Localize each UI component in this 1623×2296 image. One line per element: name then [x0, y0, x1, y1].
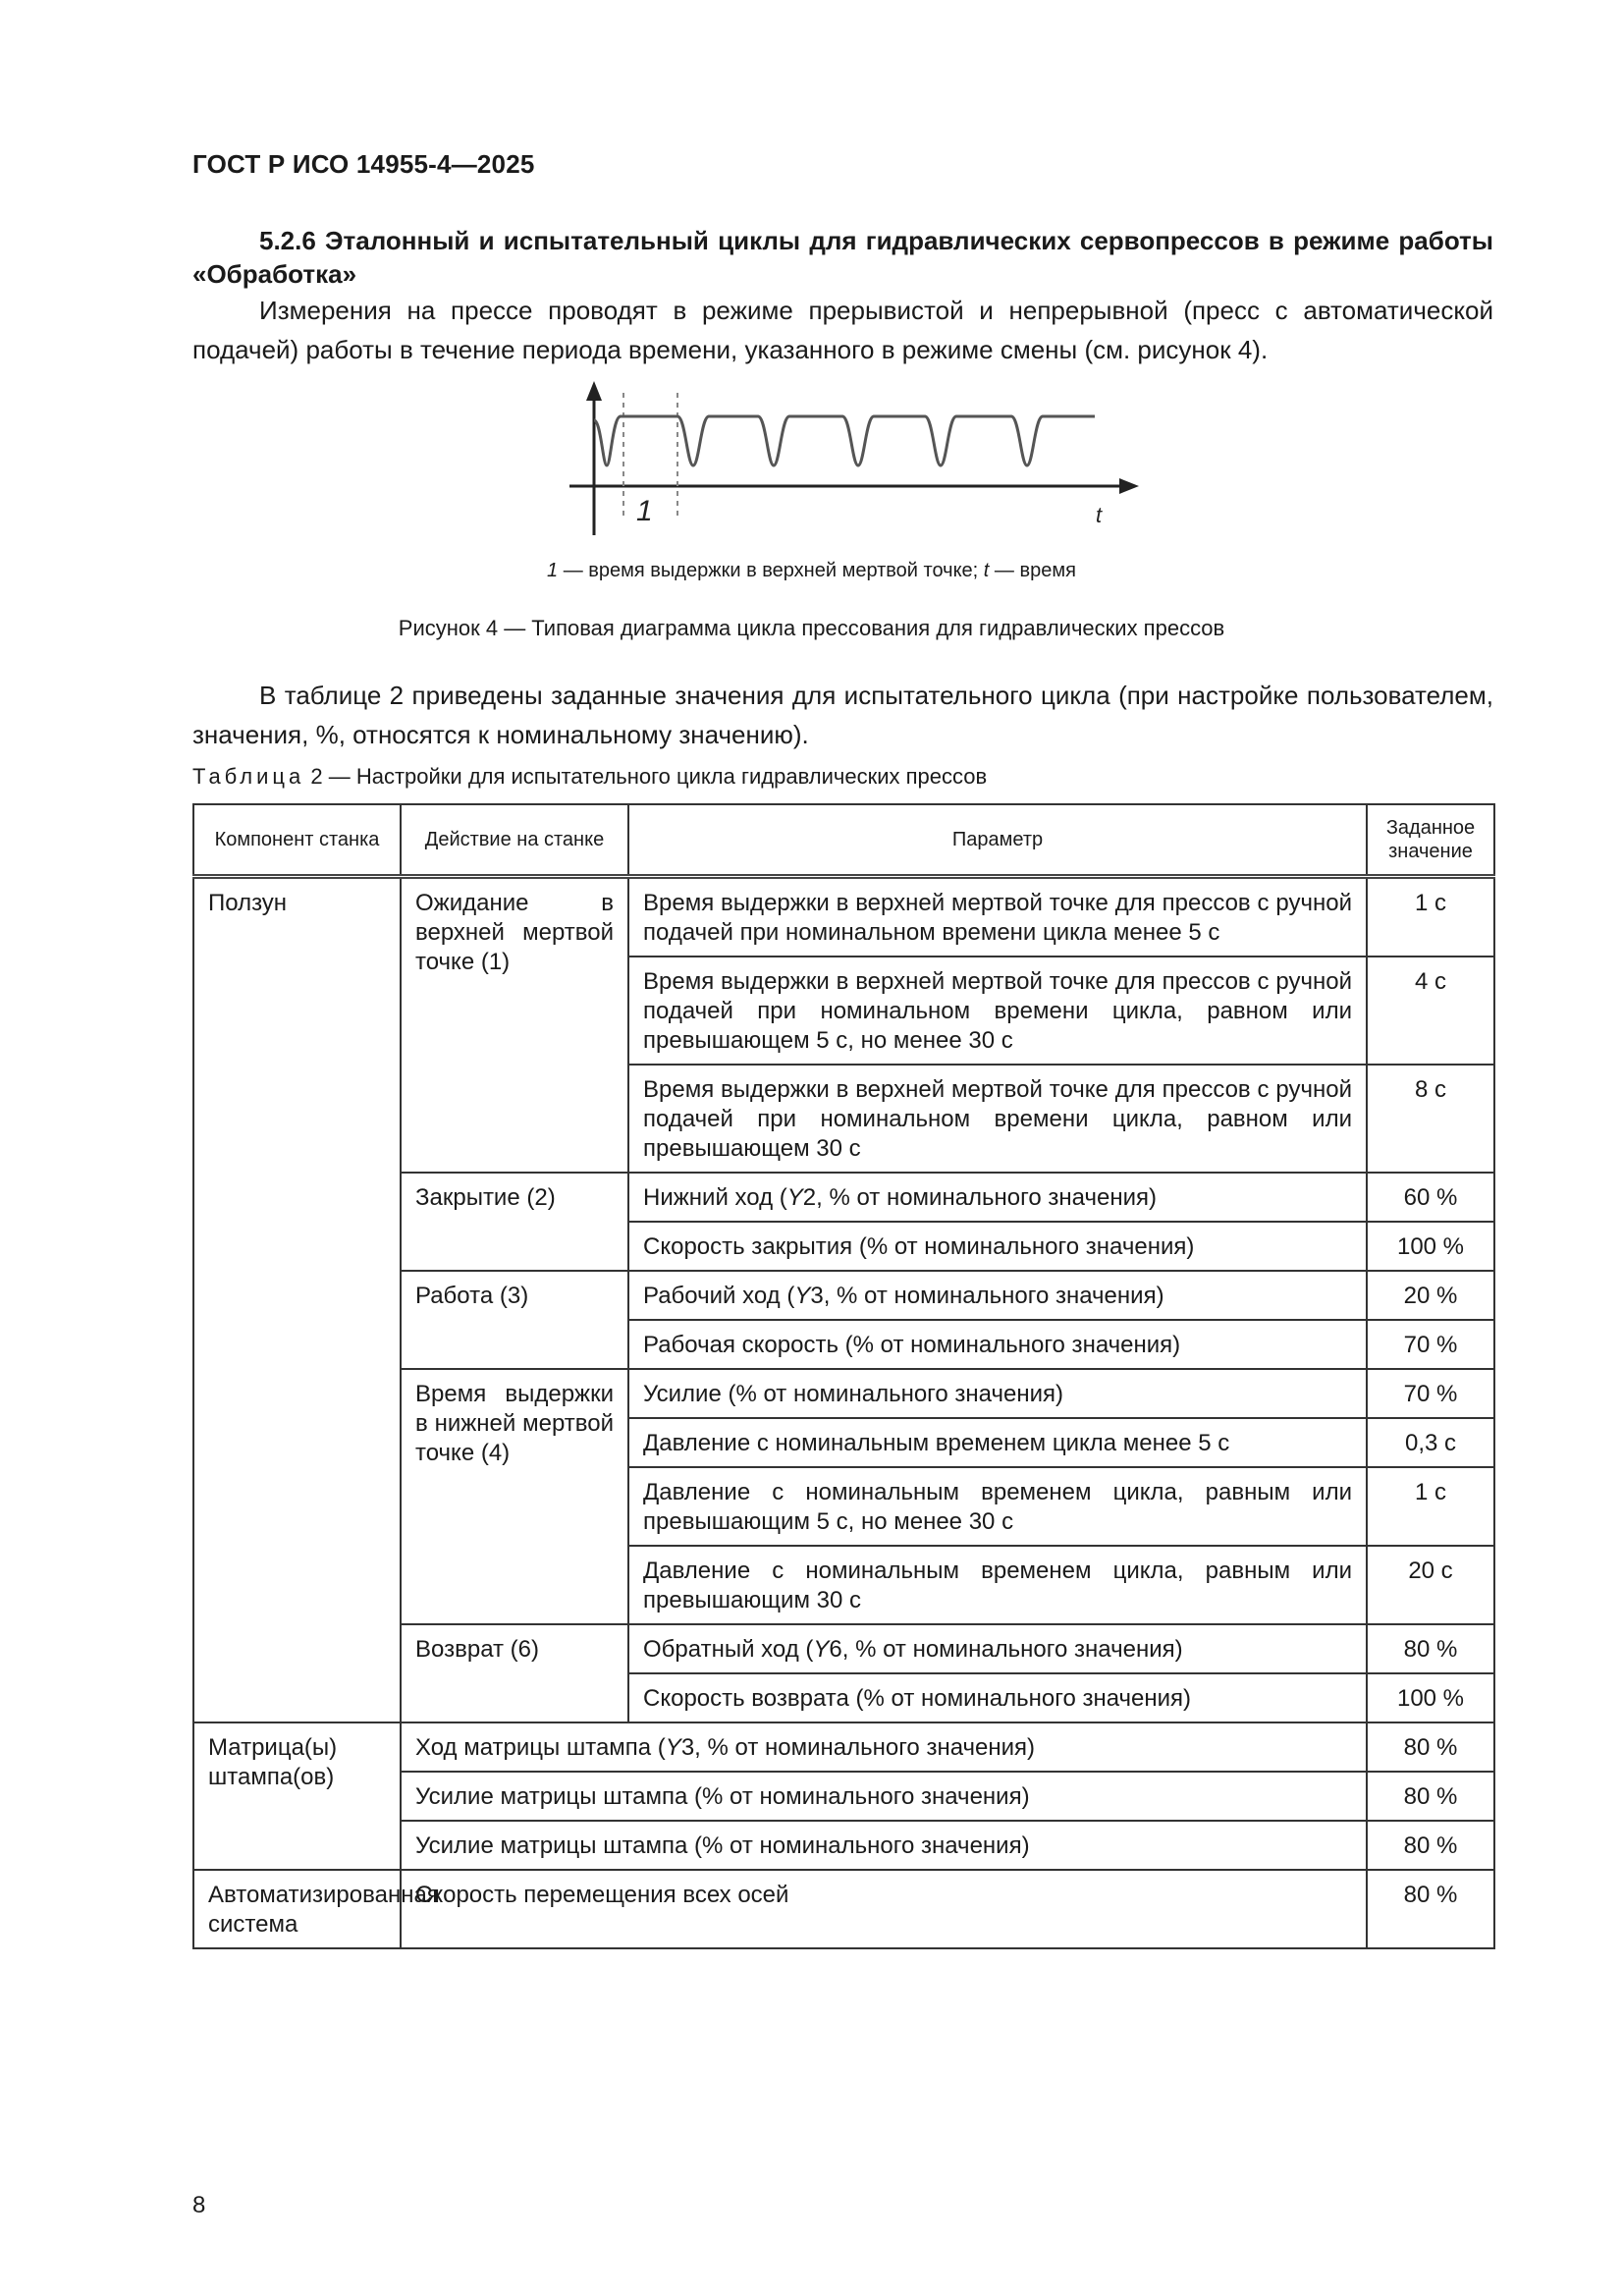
param-text: Обратный ход (: [643, 1636, 814, 1663]
document-header: ГОСТ Р ИСО 14955-4—2025: [192, 149, 535, 179]
parameter-cell: Время выдержки в верхней мертвой точке для прессов с ручной подачей при номинальном времени цикла менее 5 с: [628, 877, 1367, 957]
value-cell: 20 %: [1367, 1271, 1494, 1320]
figure-legend: [0, 560, 1623, 582]
param-text: Рабочий ход (: [643, 1283, 795, 1309]
value-cell: 80 %: [1367, 1821, 1494, 1870]
axis-label-t: t: [1096, 503, 1103, 527]
value-cell: 1 с: [1367, 877, 1494, 957]
value-cell: 70 %: [1367, 1320, 1494, 1369]
parameter-cell: [401, 1722, 1367, 1772]
legend-text-b: — время: [989, 560, 1076, 581]
value-cell: 80 %: [1367, 1772, 1494, 1821]
value-cell: 80 %: [1367, 1870, 1494, 1948]
parameter-cell: Усилие (% от номинального значения): [628, 1369, 1367, 1418]
param-text: 6, % от номинального значения): [829, 1636, 1183, 1663]
header-action: Действие на станке: [401, 804, 628, 877]
value-cell: 100 %: [1367, 1673, 1494, 1722]
action-cell: Работа (3): [401, 1271, 628, 1369]
marker-label: 1: [636, 495, 653, 527]
param-symbol: Y: [794, 1283, 811, 1309]
table-header-row: [193, 804, 1494, 877]
header-component: Компонент станка: [193, 804, 401, 877]
param-symbol: Y: [786, 1184, 803, 1211]
table-row: [193, 1722, 1494, 1772]
value-cell: 4 с: [1367, 957, 1494, 1065]
parameter-cell: Время выдержки в верхней мертвой точке для прессов с ручной подачей при номинальном времени цикла, равном или превышающем 30 с: [628, 1065, 1367, 1173]
value-cell: 20 с: [1367, 1546, 1494, 1624]
component-cell: Матрица(ы) штампа(ов): [193, 1722, 401, 1870]
value-cell: 100 %: [1367, 1222, 1494, 1271]
legend-t: t: [983, 560, 990, 581]
component-cell: Автоматизированная система: [193, 1870, 401, 1948]
legend-number: 1: [547, 560, 559, 581]
param-text: 2, % от номинального значения): [802, 1184, 1157, 1211]
action-cell: Время выдержки в нижней мертвой точке (4): [401, 1369, 628, 1624]
cycle-waveform: [594, 416, 1095, 465]
value-cell: 70 %: [1367, 1369, 1494, 1418]
vertical-axis-arrow: [586, 381, 602, 401]
parameter-cell: [628, 1271, 1367, 1320]
intro-paragraph: Измерения на прессе проводят в режиме прерывистой и непрерывной (пресс с автоматической подачей) работы в течение периода времени, указанного в режиме смены (см. рисунок 4).: [192, 296, 1493, 364]
param-text: Нижний ход (: [643, 1184, 787, 1211]
param-text: Ход матрицы штампа (: [415, 1734, 666, 1761]
table-title-word: Таблица: [192, 764, 305, 789]
settings-table: [192, 803, 1495, 1949]
parameter-cell: Скорость возврата (% от номинального значения): [628, 1673, 1367, 1722]
param-symbol: Y: [665, 1734, 681, 1761]
param-symbol: Y: [813, 1636, 830, 1663]
parameter-cell: Усилие матрицы штампа (% от номинального значения): [401, 1821, 1367, 1870]
action-cell: Закрытие (2): [401, 1173, 628, 1271]
parameter-cell: Усилие матрицы штампа (% от номинального значения): [401, 1772, 1367, 1821]
parameter-cell: Скорость закрытия (% от номинального значения): [628, 1222, 1367, 1271]
page-number: 8: [192, 2192, 206, 2218]
time-axis-arrow: [1119, 478, 1139, 494]
action-cell: Возврат (6): [401, 1624, 628, 1722]
table-title: [192, 764, 987, 790]
value-cell: 60 %: [1367, 1173, 1494, 1222]
table-row: [193, 1870, 1494, 1948]
value-cell: 1 с: [1367, 1467, 1494, 1546]
value-cell: 0,3 с: [1367, 1418, 1494, 1467]
parameter-cell: Скорость перемещения всех осей: [401, 1870, 1367, 1948]
value-cell: 80 %: [1367, 1624, 1494, 1673]
figure-caption: Рисунок 4 — Типовая диаграмма цикла прессования для гидравлических прессов: [398, 616, 1225, 640]
cycle-diagram: [550, 373, 1139, 545]
parameter-cell: Давление с номинальным временем цикла, равным или превышающим 30 с: [628, 1546, 1367, 1624]
param-text: 3, % от номинального значения): [810, 1283, 1164, 1309]
parameter-cell: [628, 1624, 1367, 1673]
section-title: 5.2.6 Эталонный и испытательный циклы для гидравлических сервопрессов в режиме работы «Обработка»: [192, 226, 1493, 289]
legend-text-a: — время выдержки в верхней мертвой точке;: [558, 560, 984, 581]
table-row: [193, 877, 1494, 957]
header-value: Заданное значение: [1367, 804, 1494, 877]
component-cell: Ползун: [193, 877, 401, 1723]
table-intro-paragraph: В таблице 2 приведены заданные значения для испытательного цикла (при настройке пользователем, значения, %, относятся к номинальному значению).: [192, 681, 1493, 749]
table-title-rest: 2 — Настройки для испытательного цикла гидравлических прессов: [304, 764, 988, 789]
parameter-cell: Давление с номинальным временем цикла менее 5 с: [628, 1418, 1367, 1467]
parameter-cell: [628, 1173, 1367, 1222]
param-text: 3, % от номинального значения): [680, 1734, 1036, 1761]
header-parameter: Параметр: [628, 804, 1367, 877]
parameter-cell: Рабочая скорость (% от номинального значения): [628, 1320, 1367, 1369]
value-cell: 8 с: [1367, 1065, 1494, 1173]
action-cell: Ожидание в верхней мертвой точке (1): [401, 877, 628, 1174]
value-cell: 80 %: [1367, 1722, 1494, 1772]
parameter-cell: Время выдержки в верхней мертвой точке для прессов с ручной подачей при номинальном времени цикла, равном или превышающем 5 с, но менее 30 с: [628, 957, 1367, 1065]
parameter-cell: Давление с номинальным временем цикла, равным или превышающим 5 с, но менее 30 с: [628, 1467, 1367, 1546]
